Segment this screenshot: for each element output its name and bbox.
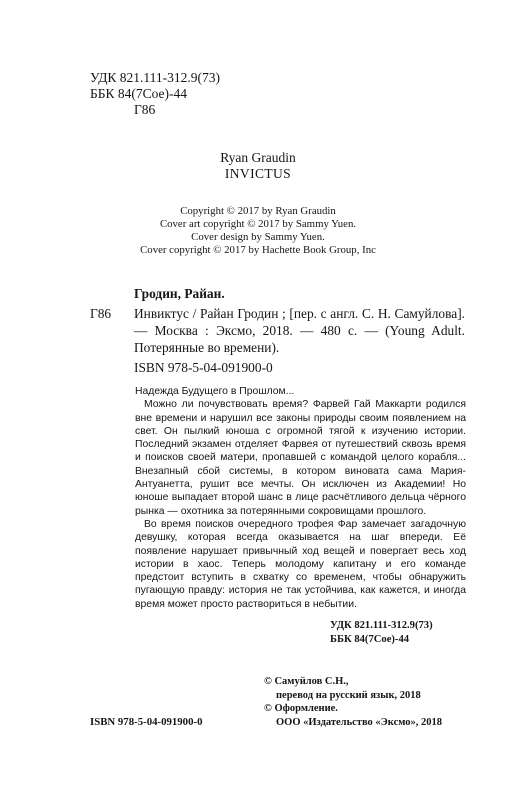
credit-line: Cover copyright © 2017 by Hachette Book Group, Inc: [140, 244, 376, 256]
isbn-footer: ISBN 978-5-04-091900-0: [90, 716, 203, 728]
biblio-author: Гродин, Райан.: [134, 286, 225, 301]
rights-block: [264, 675, 442, 729]
annotation-paragraph: Можно ли почувствовать время? Фарвей Гай Маккарти родился вне времени и нарушил все законы природы своим появлением на свет. Он пылкий юноша с огромной тягой к изучению истории. Последний экзамен отделяет Фарвея от путешествий сквозь время и поисков своей матери, пропавшей с командой целого корабля... Внезапный сбой системы, в котором виновата сама Мария-Антуанетта, рушит все мечты. Он исключен из Академии! Но юноше выпадает второй шанс в лице расчётливого дельца чёрного рынка — охотника за потерянными сокровищами прошлого.: [135, 399, 466, 517]
author-mark: Г86: [134, 102, 156, 117]
udk-footer-code: УДК 821.111-312.9(73): [330, 620, 433, 631]
credit-line: Cover design by Sammy Yuen.: [191, 231, 325, 243]
bibliographic-record: [90, 285, 465, 376]
udk-code: УДК 821.111-312.9(73): [90, 70, 221, 85]
udk-footer: [330, 619, 433, 646]
credit-line: Cover art copyright © 2017 by Sammy Yuen.: [159, 218, 357, 230]
bbk-footer-code: ББК 84(7Сое)-44: [330, 633, 410, 645]
biblio-description: Инвиктус / Райан Гродин ; [пер. с англ. С. Н. Самуйлова]. — Москва : Эксмо, 2018. — 480 с. — (Young Adult. Потерянные во времени).: [134, 306, 465, 355]
annotation-tagline: Надежда Будущего в Прошлом...: [135, 386, 295, 397]
translation-copyright: © Самуйлов С.Н.,: [264, 676, 349, 687]
udk-header: [90, 70, 220, 118]
bbk-code: ББК 84(7Сое)-44: [90, 86, 188, 101]
translation-copyright-detail: перевод на русский язык, 2018: [276, 689, 421, 701]
biblio-isbn: ISBN 978-5-04-091900-0: [134, 360, 273, 375]
annotation: [135, 385, 466, 611]
original-title: INVICTUS: [224, 166, 292, 181]
design-copyright-detail: ООО «Издательство «Эксмо», 2018: [276, 716, 443, 728]
original-copyright: [0, 150, 516, 257]
annotation-paragraph: Во время поисков очередного трофея Фар замечает загадочную девушку, которая всегда оказывается на шаг впереди. Её появление нарушает привычный ход вещей и повергает весь ход истории в хаос. Теперь молодому капитану и его команде предстоит вступить в схватку со временем, чтобы обнаружить пугающую правду: история не так устойчива, как кажется, и иногда время может просто раствориться в небытии.: [135, 518, 466, 610]
biblio-code: Г86: [90, 306, 112, 321]
credits-list: [0, 205, 516, 257]
credit-line: Copyright © 2017 by Ryan Graudin: [180, 205, 336, 217]
design-copyright: © Оформление.: [264, 703, 338, 715]
original-author: Ryan Graudin: [220, 150, 296, 165]
